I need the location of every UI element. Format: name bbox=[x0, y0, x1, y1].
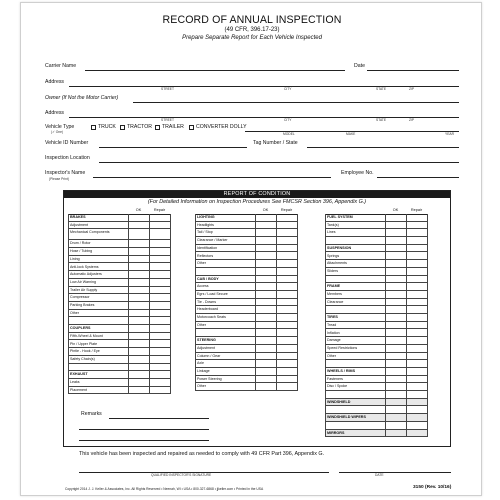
inspection-item: Lining bbox=[68, 256, 170, 264]
ok-checkbox-cell[interactable] bbox=[255, 229, 276, 237]
ok-checkbox-cell bbox=[255, 214, 276, 222]
inspection-item: Damage bbox=[325, 337, 427, 345]
ok-checkbox-cell bbox=[385, 245, 406, 253]
inspection-item: Disc / Spoke bbox=[325, 383, 427, 391]
column-divider bbox=[297, 214, 298, 391]
ok-checkbox-cell[interactable] bbox=[255, 283, 276, 291]
ok-checkbox-cell[interactable] bbox=[128, 287, 149, 295]
ok-checkbox-cell[interactable] bbox=[128, 310, 149, 318]
repair-checkbox-cell bbox=[406, 214, 427, 222]
repair-checkbox-cell[interactable] bbox=[149, 248, 170, 256]
inspection-item: Other bbox=[195, 383, 297, 391]
ok-checkbox-cell[interactable] bbox=[385, 222, 406, 230]
city-caption: CITY bbox=[284, 118, 292, 122]
repair-checkbox-cell[interactable] bbox=[149, 310, 170, 318]
repair-checkbox-cell bbox=[406, 276, 427, 284]
repair-checkbox-cell bbox=[406, 314, 427, 322]
inspection-item: Clearance / Marker bbox=[195, 237, 297, 245]
report-of-condition-table bbox=[63, 190, 451, 447]
ok-checkbox-cell[interactable] bbox=[255, 322, 276, 330]
ok-column-header: OK bbox=[135, 208, 142, 212]
section-heading: WINDSHIELD bbox=[325, 399, 427, 407]
ok-column-header: OK bbox=[262, 208, 269, 212]
repair-checkbox-cell[interactable] bbox=[406, 291, 427, 299]
repair-checkbox-cell bbox=[276, 276, 297, 284]
repair-checkbox-cell[interactable] bbox=[149, 379, 170, 387]
repair-checkbox-cell[interactable] bbox=[406, 345, 427, 353]
inspection-item: Springs bbox=[325, 253, 427, 261]
inspection-item: Automatic Adjusters bbox=[68, 271, 170, 279]
repair-checkbox-cell bbox=[149, 317, 170, 325]
ok-checkbox-cell[interactable] bbox=[255, 237, 276, 245]
ok-checkbox-cell[interactable] bbox=[128, 271, 149, 279]
ok-checkbox-cell[interactable] bbox=[385, 260, 406, 268]
inspection-item: Headerboard bbox=[195, 306, 297, 314]
ok-checkbox-cell[interactable] bbox=[128, 333, 149, 341]
ok-checkbox-cell[interactable] bbox=[128, 248, 149, 256]
report-subheading: (For Detailed Information on Inspection Procedures See FMCSR Section 396, Appendix G.) bbox=[147, 199, 367, 205]
inspection-item: Inflation bbox=[325, 330, 427, 338]
ok-checkbox-cell bbox=[128, 214, 149, 222]
repair-checkbox-cell[interactable] bbox=[276, 360, 297, 368]
make-caption: MAKE bbox=[346, 132, 356, 136]
inspector-name-field[interactable] bbox=[93, 177, 331, 178]
ok-checkbox-cell[interactable] bbox=[128, 240, 149, 248]
inspection-item: Fasteners bbox=[325, 376, 427, 384]
column-divider bbox=[406, 214, 407, 437]
ok-checkbox-cell bbox=[385, 314, 406, 322]
repair-checkbox-cell[interactable] bbox=[276, 314, 297, 322]
inspection-item: Headlights bbox=[195, 222, 297, 230]
repair-checkbox-cell[interactable] bbox=[406, 337, 427, 345]
report-heading: REPORT OF CONDITION bbox=[64, 191, 450, 198]
section-heading: WHEELS / RIMS bbox=[325, 368, 427, 376]
repair-checkbox-cell[interactable] bbox=[276, 353, 297, 361]
repair-checkbox-cell[interactable] bbox=[406, 376, 427, 384]
repair-checkbox-cell bbox=[406, 407, 427, 415]
inspection-item: Fifth-Wheel & Mount bbox=[68, 333, 170, 341]
ok-checkbox-cell[interactable] bbox=[128, 379, 149, 387]
carrier-name-label: Carrier Name bbox=[45, 63, 77, 69]
repair-checkbox-cell bbox=[406, 237, 427, 245]
repair-checkbox-cell[interactable] bbox=[149, 387, 170, 395]
repair-checkbox-cell bbox=[149, 214, 170, 222]
inspection-item: Tail / Stop bbox=[195, 229, 297, 237]
inspection-item: Motorcoach Seats bbox=[195, 314, 297, 322]
repair-checkbox-cell[interactable] bbox=[149, 348, 170, 356]
column-divider bbox=[385, 214, 386, 437]
repair-checkbox-cell bbox=[149, 325, 170, 333]
column-divider bbox=[170, 214, 171, 394]
inspection-item: Adjustment bbox=[195, 345, 297, 353]
repair-checkbox-cell[interactable] bbox=[406, 330, 427, 338]
inspection-item: Members bbox=[325, 291, 427, 299]
ok-checkbox-cell[interactable] bbox=[255, 353, 276, 361]
ok-checkbox-cell[interactable] bbox=[385, 268, 406, 276]
carrier-address-field[interactable] bbox=[69, 86, 459, 87]
ok-checkbox-cell bbox=[385, 276, 406, 284]
employee-no-field[interactable] bbox=[377, 177, 459, 178]
repair-checkbox-cell[interactable] bbox=[276, 229, 297, 237]
inspection-item: Column / Gear bbox=[195, 353, 297, 361]
inspection-item: Attachments bbox=[325, 260, 427, 268]
repair-checkbox-cell[interactable] bbox=[149, 229, 170, 240]
ok-checkbox-cell bbox=[385, 214, 406, 222]
ok-checkbox-cell[interactable] bbox=[385, 299, 406, 307]
section-heading: BRAKES bbox=[68, 214, 170, 222]
column-divider bbox=[149, 214, 150, 394]
section-heading: STEERING bbox=[195, 337, 297, 345]
ok-checkbox-cell[interactable] bbox=[385, 353, 406, 361]
inspection-item: Other bbox=[325, 353, 427, 361]
inspection-item: Clearance bbox=[325, 299, 427, 307]
inspection-item: Pintle - Hook / Eye bbox=[68, 348, 170, 356]
ok-checkbox-cell[interactable] bbox=[385, 345, 406, 353]
repair-checkbox-cell bbox=[406, 422, 427, 430]
inspection-item: Other bbox=[195, 260, 297, 268]
ok-checkbox-cell bbox=[385, 283, 406, 291]
ok-checkbox-cell[interactable] bbox=[385, 253, 406, 261]
signature-caption: QUALIFIED INSPECTOR'S SIGNATURE bbox=[151, 473, 212, 477]
repair-column-header: Repair bbox=[410, 208, 423, 212]
inspection-item: Other bbox=[195, 322, 297, 330]
inspection-item: Tie - Downs bbox=[195, 299, 297, 307]
repair-checkbox-cell[interactable] bbox=[149, 240, 170, 248]
address-label: Address bbox=[45, 79, 65, 85]
repair-checkbox-cell bbox=[406, 391, 427, 399]
inspection-location-label: Inspection Location bbox=[45, 155, 90, 161]
inspection-item: Speed Restrictions bbox=[325, 345, 427, 353]
ok-checkbox-cell[interactable] bbox=[128, 256, 149, 264]
ok-checkbox-cell[interactable] bbox=[385, 322, 406, 330]
inspector-print-note: (Please Print) bbox=[49, 177, 69, 181]
vehicle-type-note: (✓ One) bbox=[51, 130, 64, 134]
section-heading: LIGHTING bbox=[195, 214, 297, 222]
repair-checkbox-cell[interactable] bbox=[276, 383, 297, 391]
street-caption: STREET bbox=[161, 87, 175, 91]
column-divider bbox=[325, 214, 326, 437]
repair-checkbox-cell[interactable] bbox=[149, 302, 170, 310]
ok-checkbox-cell[interactable] bbox=[255, 345, 276, 353]
repair-checkbox-cell bbox=[149, 364, 170, 372]
repair-checkbox-cell bbox=[276, 330, 297, 338]
ok-checkbox-cell[interactable] bbox=[255, 376, 276, 384]
inspection-item: Low Air Warning bbox=[68, 279, 170, 287]
ok-checkbox-cell[interactable] bbox=[255, 360, 276, 368]
ok-checkbox-cell[interactable] bbox=[128, 264, 149, 272]
repair-checkbox-cell bbox=[276, 214, 297, 222]
converter-dolly-checkbox[interactable] bbox=[189, 125, 194, 130]
repair-checkbox-cell[interactable] bbox=[276, 291, 297, 299]
inspection-item: Mechanical Components bbox=[68, 229, 170, 240]
inspection-item: Lines bbox=[325, 229, 427, 237]
ok-checkbox-cell[interactable] bbox=[385, 330, 406, 338]
repair-checkbox-cell[interactable] bbox=[276, 245, 297, 253]
ok-checkbox-cell[interactable] bbox=[255, 306, 276, 314]
tag-number-field[interactable] bbox=[307, 147, 459, 148]
repair-checkbox-cell[interactable] bbox=[276, 222, 297, 230]
ok-checkbox-cell[interactable] bbox=[385, 337, 406, 345]
inspection-item: Tread bbox=[325, 322, 427, 330]
repair-checkbox-cell[interactable] bbox=[406, 299, 427, 307]
ok-checkbox-cell[interactable] bbox=[128, 279, 149, 287]
vehicle-type-label: Vehicle Type bbox=[45, 124, 75, 130]
ok-checkbox-cell bbox=[385, 407, 406, 415]
repair-checkbox-cell[interactable] bbox=[406, 229, 427, 237]
ok-checkbox-cell[interactable] bbox=[385, 229, 406, 237]
section-heading: COUPLERS bbox=[68, 325, 170, 333]
ok-checkbox-cell[interactable] bbox=[385, 376, 406, 384]
ok-checkbox-cell[interactable] bbox=[128, 348, 149, 356]
ok-checkbox-cell bbox=[128, 325, 149, 333]
tractor-checkbox[interactable] bbox=[120, 125, 125, 130]
zip-caption: ZIP bbox=[409, 118, 415, 122]
repair-checkbox-cell[interactable] bbox=[276, 376, 297, 384]
repair-checkbox-cell[interactable] bbox=[406, 353, 427, 361]
repair-checkbox-cell[interactable] bbox=[149, 287, 170, 295]
inspection-item: Hose / Tubing bbox=[68, 248, 170, 256]
ok-checkbox-cell bbox=[128, 371, 149, 379]
certification-statement: This vehicle has been inspected and repaired as needed to comply with 49 CFR Part 396, Appendix G. bbox=[79, 451, 325, 457]
ok-checkbox-cell[interactable] bbox=[255, 314, 276, 322]
inspection-item: Other bbox=[68, 310, 170, 318]
zip-caption: ZIP bbox=[409, 87, 415, 91]
repair-checkbox-cell[interactable] bbox=[149, 294, 170, 302]
section-heading: SUSPENSION bbox=[325, 245, 427, 253]
repair-column-header: Repair bbox=[280, 208, 293, 212]
state-caption: STATE bbox=[376, 87, 387, 91]
ok-checkbox-cell bbox=[255, 337, 276, 345]
copyright-notice: Copyright 2014 J. J. Keller & Associates, Inc. All Rights Reserved • Neenah, WI • USA • 800-327-6868 • jjkeller.com • Printed in the USA bbox=[65, 487, 264, 491]
tag-number-label: Tag Number / State bbox=[253, 140, 298, 146]
repair-checkbox-cell[interactable] bbox=[149, 356, 170, 364]
repair-checkbox-cell[interactable] bbox=[276, 306, 297, 314]
form-title: RECORD OF ANNUAL INSPECTION bbox=[162, 14, 342, 26]
state-caption: STATE bbox=[376, 118, 387, 122]
section-heading: TIRES bbox=[325, 314, 427, 322]
repair-checkbox-cell[interactable] bbox=[276, 322, 297, 330]
column-divider bbox=[276, 214, 277, 391]
ok-checkbox-cell bbox=[255, 268, 276, 276]
repair-checkbox-cell[interactable] bbox=[406, 253, 427, 261]
ok-checkbox-cell[interactable] bbox=[128, 341, 149, 349]
owner-field[interactable] bbox=[133, 102, 459, 103]
ok-checkbox-cell bbox=[255, 330, 276, 338]
inspection-item: Adjustment bbox=[68, 222, 170, 230]
repair-checkbox-cell[interactable] bbox=[276, 299, 297, 307]
ok-checkbox-cell[interactable] bbox=[385, 383, 406, 391]
ok-checkbox-cell bbox=[128, 364, 149, 372]
inspection-item: Trailer Air Supply bbox=[68, 287, 170, 295]
ok-column-header: OK bbox=[392, 208, 399, 212]
inspection-item: Parking Brakes bbox=[68, 302, 170, 310]
repair-checkbox-cell[interactable] bbox=[276, 345, 297, 353]
vehicle-id-field[interactable] bbox=[99, 147, 247, 148]
repair-checkbox-cell[interactable] bbox=[149, 279, 170, 287]
repair-checkbox-cell bbox=[406, 360, 427, 368]
ok-checkbox-cell bbox=[385, 237, 406, 245]
ok-checkbox-cell[interactable] bbox=[128, 229, 149, 240]
inspection-item: Anti-lock Systems bbox=[68, 264, 170, 272]
ok-checkbox-cell[interactable] bbox=[255, 260, 276, 268]
repair-checkbox-cell bbox=[276, 268, 297, 276]
remarks-line-1[interactable] bbox=[109, 418, 209, 419]
inspection-item: Tank(s) bbox=[325, 222, 427, 230]
ok-checkbox-cell[interactable] bbox=[128, 302, 149, 310]
city-caption: CITY bbox=[284, 87, 292, 91]
truck-option-label: TRUCK bbox=[98, 124, 116, 130]
inspection-item: Leaks bbox=[68, 379, 170, 387]
section-heading: FRAME bbox=[325, 283, 427, 291]
repair-checkbox-cell bbox=[406, 368, 427, 376]
inspection-item: Identification bbox=[195, 245, 297, 253]
ok-checkbox-cell bbox=[385, 360, 406, 368]
form-instruction: Prepare Separate Report for Each Vehicle Inspected bbox=[182, 35, 322, 41]
carrier-name-field[interactable] bbox=[85, 70, 345, 71]
repair-checkbox-cell[interactable] bbox=[149, 222, 170, 230]
ok-checkbox-cell bbox=[385, 306, 406, 314]
inspection-item: Placement bbox=[68, 387, 170, 395]
vehicle-id-label: Vehicle ID Number bbox=[45, 140, 89, 146]
model-caption: MODEL bbox=[283, 132, 295, 136]
ok-checkbox-cell[interactable] bbox=[255, 299, 276, 307]
repair-checkbox-cell bbox=[149, 371, 170, 379]
date-field[interactable] bbox=[367, 70, 459, 71]
date-label: Date bbox=[354, 63, 365, 69]
ok-checkbox-cell[interactable] bbox=[128, 222, 149, 230]
inspection-item: Linkage bbox=[195, 368, 297, 376]
ok-checkbox-cell bbox=[128, 317, 149, 325]
repair-checkbox-cell[interactable] bbox=[406, 260, 427, 268]
section-heading: CAB / BODY bbox=[195, 276, 297, 284]
column-divider bbox=[128, 214, 129, 394]
inspection-item: Access bbox=[195, 283, 297, 291]
repair-checkbox-cell[interactable] bbox=[149, 264, 170, 272]
owner-label: Owner (If Not the Motor Carrier) bbox=[45, 95, 119, 101]
converter-dolly-option-label: CONVERTER DOLLY bbox=[196, 124, 247, 130]
ok-checkbox-cell[interactable] bbox=[255, 245, 276, 253]
ok-checkbox-cell[interactable] bbox=[255, 383, 276, 391]
remarks-line-3[interactable] bbox=[79, 440, 209, 441]
section-heading: WINDSHIELD WIPERS bbox=[325, 414, 427, 422]
section-heading: FUEL SYSTEM bbox=[325, 214, 427, 222]
repair-checkbox-cell[interactable] bbox=[276, 368, 297, 376]
signature-date-field[interactable] bbox=[339, 472, 451, 473]
ok-checkbox-cell bbox=[255, 276, 276, 284]
column-divider bbox=[427, 214, 428, 437]
column-divider bbox=[255, 214, 256, 391]
repair-checkbox-cell[interactable] bbox=[406, 322, 427, 330]
ok-checkbox-cell bbox=[385, 368, 406, 376]
repair-checkbox-cell[interactable] bbox=[149, 271, 170, 279]
trailer-option-label: TRAILER bbox=[162, 124, 184, 130]
inspection-item: Egrs / Load Secure bbox=[195, 291, 297, 299]
repair-checkbox-cell[interactable] bbox=[406, 222, 427, 230]
remarks-line-2[interactable] bbox=[79, 429, 209, 430]
repair-column-header: Repair bbox=[153, 208, 166, 212]
repair-checkbox-cell[interactable] bbox=[149, 341, 170, 349]
repair-checkbox-cell bbox=[406, 306, 427, 314]
ok-checkbox-cell[interactable] bbox=[128, 387, 149, 395]
repair-checkbox-cell[interactable] bbox=[406, 383, 427, 391]
owner-address-field[interactable] bbox=[69, 117, 459, 118]
inspection-item: Power Steering bbox=[195, 376, 297, 384]
repair-checkbox-cell[interactable] bbox=[406, 268, 427, 276]
form-regulation: (49 CFR, 396.17-23) bbox=[224, 27, 280, 33]
repair-checkbox-cell[interactable] bbox=[149, 333, 170, 341]
repair-checkbox-cell bbox=[406, 245, 427, 253]
ok-checkbox-cell[interactable] bbox=[128, 356, 149, 364]
repair-checkbox-cell[interactable] bbox=[149, 256, 170, 264]
ok-checkbox-cell[interactable] bbox=[385, 291, 406, 299]
repair-checkbox-cell[interactable] bbox=[276, 260, 297, 268]
inspection-item: Reflectors bbox=[195, 253, 297, 261]
ok-checkbox-cell[interactable] bbox=[255, 222, 276, 230]
section-heading: MIRRORS bbox=[325, 430, 427, 438]
inspection-item: Sliders bbox=[325, 268, 427, 276]
inspection-item: Safety Chain(s) bbox=[68, 356, 170, 364]
tractor-option-label: TRACTOR bbox=[127, 124, 152, 130]
date-caption: DATE bbox=[375, 473, 384, 477]
repair-checkbox-cell[interactable] bbox=[276, 237, 297, 245]
ok-checkbox-cell bbox=[385, 422, 406, 430]
repair-checkbox-cell bbox=[276, 337, 297, 345]
ok-checkbox-cell[interactable] bbox=[128, 294, 149, 302]
ok-checkbox-cell[interactable] bbox=[255, 291, 276, 299]
ok-checkbox-cell[interactable] bbox=[255, 368, 276, 376]
inspection-location-field[interactable] bbox=[99, 162, 459, 163]
column-divider bbox=[195, 214, 196, 391]
employee-no-label: Employee No. bbox=[341, 170, 374, 176]
inspection-item: Drum / Rotor bbox=[68, 240, 170, 248]
ok-checkbox-cell[interactable] bbox=[255, 253, 276, 261]
section-heading: EXHAUST bbox=[68, 371, 170, 379]
year-caption: YEAR bbox=[445, 132, 454, 136]
inspection-item: Axle bbox=[195, 360, 297, 368]
trailer-checkbox[interactable] bbox=[155, 125, 160, 130]
repair-checkbox-cell[interactable] bbox=[276, 283, 297, 291]
remarks-label: Remarks bbox=[81, 411, 102, 417]
street-caption: STREET bbox=[161, 118, 175, 122]
owner-address-label: Address bbox=[45, 110, 65, 116]
inspection-item: Compressor bbox=[68, 294, 170, 302]
truck-checkbox[interactable] bbox=[91, 125, 96, 130]
repair-checkbox-cell bbox=[406, 283, 427, 291]
ok-checkbox-cell bbox=[385, 391, 406, 399]
column-divider bbox=[68, 214, 69, 394]
inspector-name-label: Inspector's Name bbox=[45, 170, 86, 176]
inspection-form-page bbox=[20, 2, 482, 496]
repair-checkbox-cell[interactable] bbox=[276, 253, 297, 261]
inspection-item: Pin / Upper Plate bbox=[68, 341, 170, 349]
form-number: 3150 (Rev. 10/16) bbox=[413, 485, 452, 490]
